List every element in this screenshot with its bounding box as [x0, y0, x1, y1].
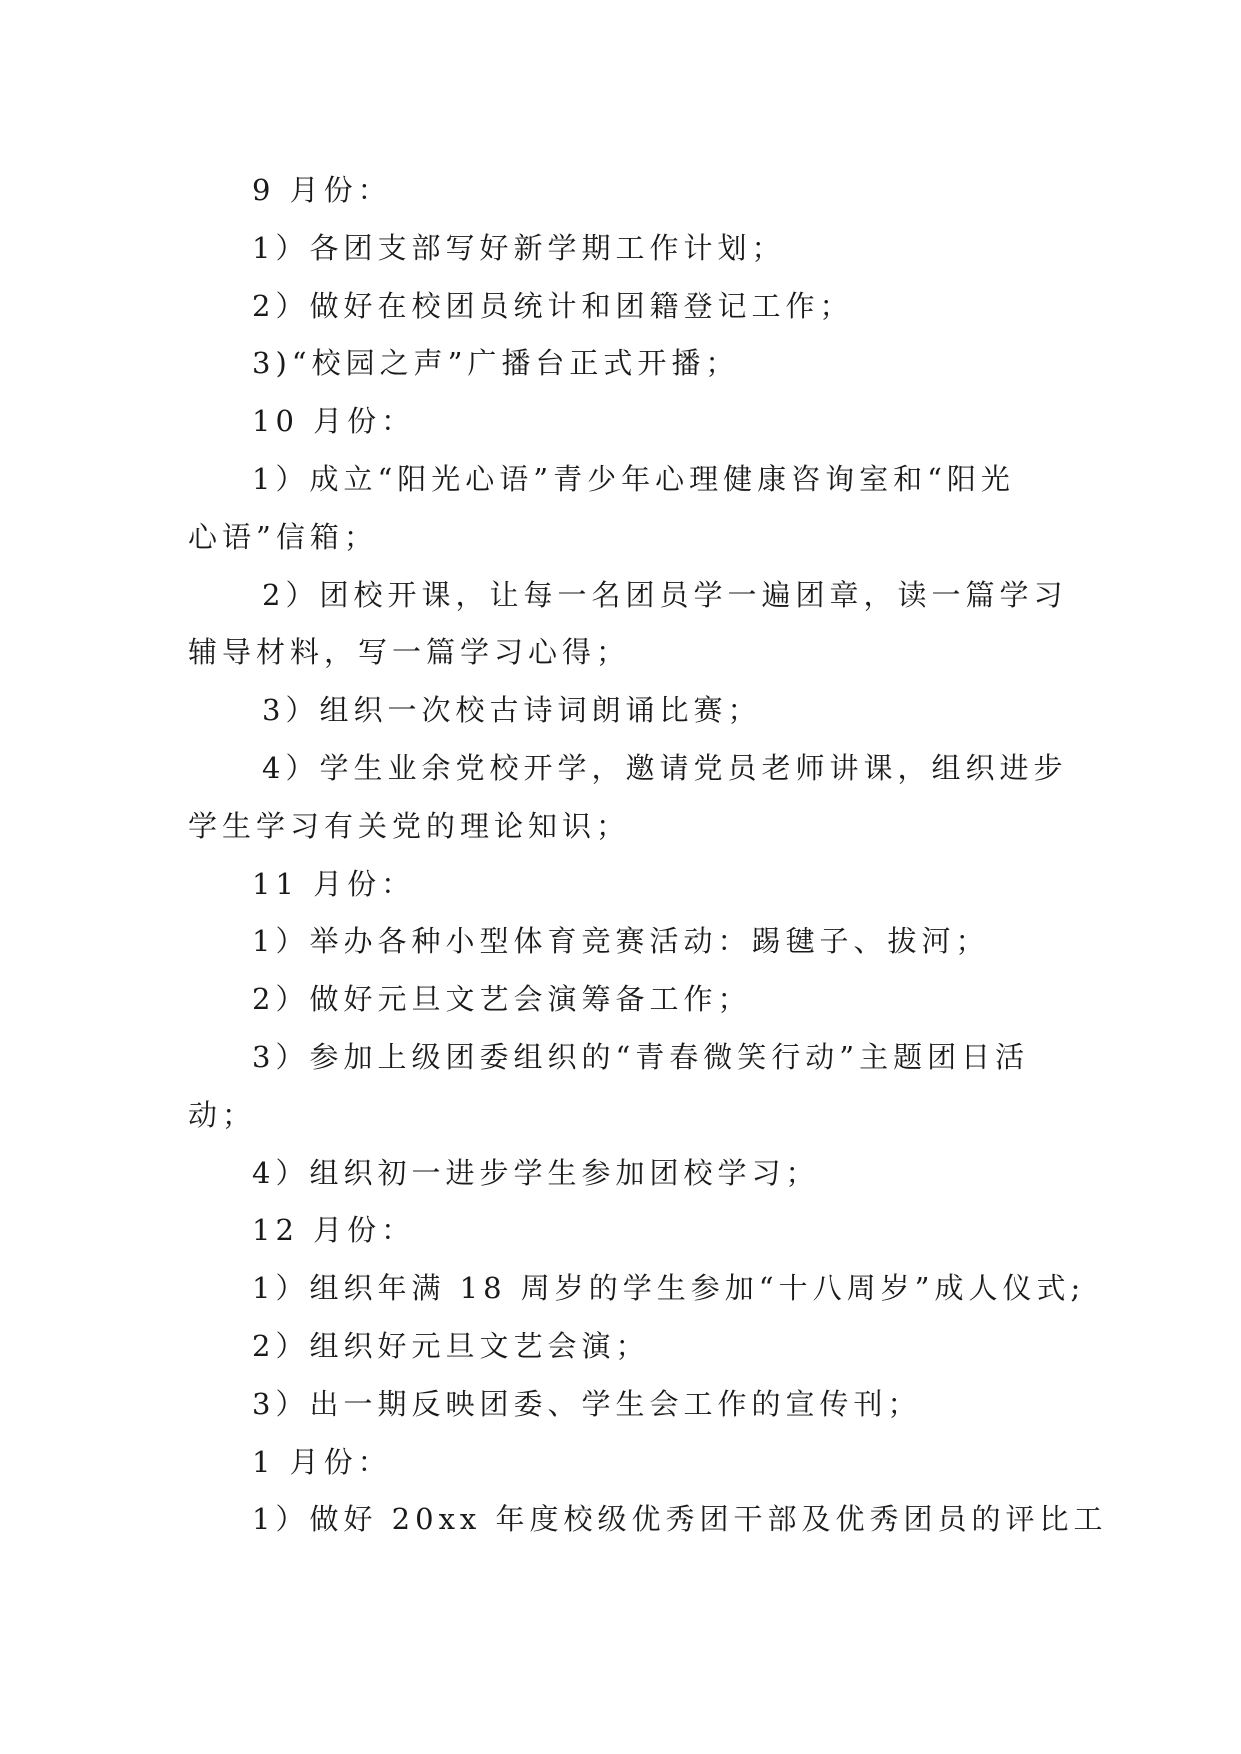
text-line: 2）做好在校团员统计和团籍登记工作；	[252, 288, 854, 323]
text-line: 10 月份：	[252, 404, 416, 439]
text-line: 1）成立“阳光心语”青少年心理健康咨询室和“阳光	[252, 461, 1015, 496]
text-line: 1）各团支部写好新学期工作计划；	[252, 230, 786, 265]
text-line: 11 月份：	[252, 866, 416, 901]
text-line: 学生学习有关党的理论知识；	[188, 808, 631, 843]
document-body	[188, 162, 1108, 1549]
text-line: 1）举办各种小型体育竞赛活动：踢毽子、拔河；	[252, 924, 990, 959]
text-line: 1）组织年满 18 周岁的学生参加“十八周岁”成人仪式;	[252, 1271, 1086, 1306]
text-line: 2）团校开课，让每一名团员学一遍团章，读一篇学习	[262, 577, 1068, 612]
text-line: 2）组织好元旦文艺会演；	[252, 1328, 650, 1363]
text-line: 3）组织一次校古诗词朗诵比赛；	[262, 693, 762, 728]
text-line: 1）做好 20xx 年度校级优秀团干部及优秀团员的评比工	[252, 1502, 1108, 1537]
text-line: 心语”信箱；	[188, 519, 378, 554]
text-line: 辅导材料，写一篇学习心得；	[188, 635, 631, 670]
text-line: 3)“校园之声”广播台正式开播；	[252, 346, 740, 381]
text-line: 动；	[188, 1097, 257, 1132]
text-line: 9 月份：	[252, 173, 392, 207]
text-line: 3）参加上级团委组织的“青春微笑行动”主题团日活	[252, 1039, 1030, 1074]
text-line: 4）组织初一进步学生参加团校学习；	[252, 1155, 820, 1190]
text-line: 12 月份：	[252, 1213, 416, 1248]
text-line: 2）做好元旦文艺会演筹备工作；	[252, 982, 752, 1017]
text-line: 4）学生业余党校开学，邀请党员老师讲课，组织进步	[262, 750, 1068, 785]
text-line: 1 月份：	[252, 1444, 392, 1479]
text-line: 3）出一期反映团委、学生会工作的宣传刊；	[252, 1386, 922, 1421]
